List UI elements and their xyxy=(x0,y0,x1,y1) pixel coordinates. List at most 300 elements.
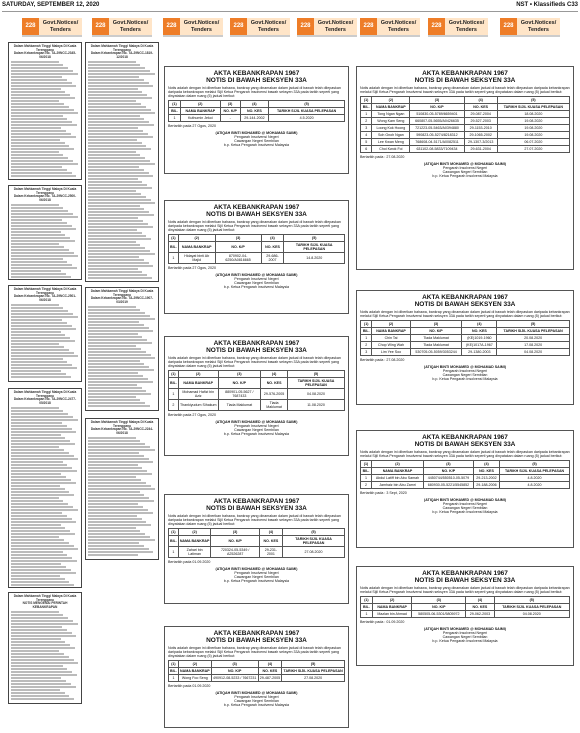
text-line xyxy=(11,479,71,481)
text-line xyxy=(88,324,144,326)
table-cell: 29-087-2004 xyxy=(464,111,497,118)
section-label: Govt.Notices/ Tenders xyxy=(445,18,488,35)
column-header: NAMA BANKRAP xyxy=(178,242,215,253)
column-number: (5) xyxy=(284,235,345,242)
bankrupt-table xyxy=(168,370,345,411)
text-line xyxy=(88,277,152,279)
column-header: NO. K/P xyxy=(220,108,240,115)
table-header-row xyxy=(361,604,570,611)
text-line xyxy=(11,352,74,354)
notice-signature xyxy=(360,498,570,514)
text-line xyxy=(11,644,70,646)
column-number: (1) xyxy=(361,321,372,328)
text-line xyxy=(11,240,75,242)
table-cell: 29-213-2002 xyxy=(473,475,499,482)
notice-subtitle: NOTIS DI BAWAH SEKSYEN 33A xyxy=(206,637,307,644)
text-line xyxy=(11,482,76,484)
text-line xyxy=(88,384,137,386)
text-line xyxy=(88,241,136,243)
table-cell: 1 xyxy=(169,253,179,264)
column-header: BIL. xyxy=(169,536,179,547)
signatory-title: b.p. Ketua Pengarah Insolvensi Malaysia xyxy=(223,579,290,583)
text-line xyxy=(88,506,143,508)
text-line xyxy=(11,635,76,637)
bankrupt-table xyxy=(168,660,345,682)
text-line xyxy=(11,671,72,673)
text-line xyxy=(11,551,63,553)
table-cell: 19.08.2020 xyxy=(497,118,569,125)
signatory-title: Cawangan Negeri Sembilan xyxy=(234,139,279,143)
table-cell: 6 xyxy=(361,146,372,153)
section-number: 228 xyxy=(360,18,377,35)
text-line xyxy=(88,151,136,153)
text-line xyxy=(11,316,78,318)
text-line xyxy=(88,100,136,102)
text-line xyxy=(11,340,75,342)
text-line xyxy=(88,518,142,520)
court-ad-title: Dalam Mahkamah Tinggi Malaya Di Kuala Terengganu xyxy=(90,44,154,52)
text-line xyxy=(88,178,138,180)
table-cell: Tiada Maklumat xyxy=(410,335,462,342)
court-ad-title: Dalam Mahkamah Tinggi Malaya Di Kuala Terengganu xyxy=(90,420,154,428)
text-line xyxy=(11,407,59,409)
text-line xyxy=(88,381,153,383)
text-line xyxy=(88,387,142,389)
table-row xyxy=(361,342,570,349)
table-cell: Thankiyudum Sihakum xyxy=(178,400,218,411)
text-line xyxy=(11,623,78,625)
column-header: NO. KES xyxy=(462,328,497,335)
table-row xyxy=(361,335,570,342)
text-line xyxy=(88,437,136,439)
table-cell: 29-686-2007 xyxy=(261,253,284,264)
text-line xyxy=(11,698,74,700)
text-line xyxy=(11,554,67,556)
table-cell: 1 xyxy=(169,675,179,682)
table-cell: 29-1307-3/2013 xyxy=(464,139,497,146)
text-line xyxy=(11,136,76,138)
text-line xyxy=(11,325,72,327)
text-line xyxy=(88,181,142,183)
text-line xyxy=(88,464,138,466)
signatory-name: (ATIQAH BINTI MOHAMED @ MOHAMAD SAIMI) xyxy=(424,365,506,369)
bankruptcy-notice xyxy=(356,290,574,405)
text-line xyxy=(88,521,146,523)
table-row xyxy=(361,349,570,356)
signatory-name: (ATIQAH BINTI MOHAMED @ MOHAMAD SAIMI) xyxy=(424,498,506,502)
table-row xyxy=(169,115,345,122)
text-line xyxy=(88,333,138,335)
notice-date: Bertarikh pada 01.09.2020 xyxy=(168,560,211,564)
column-header: BIL. xyxy=(361,104,372,111)
text-line xyxy=(11,121,72,123)
notice-signature xyxy=(168,131,345,147)
text-line xyxy=(88,73,155,75)
notice-intro: Notis adalah dengan ini diberikan bahawa, bankrap yang dinamakan dalam jadual di bawah telah dilepaskan daripada kebankrapan melalui Sijil Ketua Pengarah Insolvensi bawah seksyen 33A pada tarikh seperti yang dinyatakan dalam ruang (5) jadual berikut: xyxy=(168,514,341,526)
text-line xyxy=(11,231,61,233)
text-line xyxy=(88,166,139,168)
table-header-row xyxy=(169,668,345,675)
table-cell: 29-576-2005 xyxy=(261,389,288,400)
column-number: (1) xyxy=(169,235,179,242)
column-header: TARIKH SIJIL KUASA PELEPASAN xyxy=(284,242,345,253)
text-line xyxy=(88,533,145,535)
table-cell: 18.08.2020 xyxy=(497,111,569,118)
text-line xyxy=(11,416,73,418)
text-line xyxy=(11,273,66,275)
text-line xyxy=(11,689,60,691)
table-cell: 490912-08-5233 / 7667231 xyxy=(213,676,257,680)
table-row xyxy=(361,118,570,125)
section-number: 228 xyxy=(163,18,180,35)
table-cell: 29-062-2003 xyxy=(466,611,494,618)
notice-intro: Notis adalah dengan ini diberikan bahawa, bankrap yang dinamakan dalam jadual di bawah telah dilepaskan daripada kebankrapan melalui Sijil Ketua Pengarah Insolvensi bawah seksyen 33A pada tarikh seperti yang dinyatakan dalam ruang (5) jadual berikut: xyxy=(360,450,570,458)
text-line xyxy=(11,446,59,448)
text-line xyxy=(88,482,146,484)
text-line xyxy=(88,115,140,117)
text-line xyxy=(11,578,65,580)
text-line xyxy=(11,683,71,685)
text-line xyxy=(11,319,62,321)
text-line xyxy=(11,243,59,245)
text-line xyxy=(88,94,147,96)
text-line xyxy=(11,563,61,565)
text-line xyxy=(11,334,65,336)
signatory-title: Pengarah Insolvensi Negeri xyxy=(442,502,488,506)
notice-signature xyxy=(168,567,345,583)
column-number: (2) xyxy=(178,235,215,242)
text-line xyxy=(11,542,69,544)
text-line xyxy=(88,127,138,129)
bankruptcy-notice xyxy=(164,66,349,174)
table-cell: 29-1065-2002 xyxy=(464,132,497,139)
table-cell: Tiada Maklumat xyxy=(261,400,288,411)
text-line xyxy=(88,106,146,108)
text-line xyxy=(88,536,150,538)
text-line xyxy=(88,130,143,132)
table-cell: 660807-05-5655/A0426635 xyxy=(410,118,464,125)
text-line xyxy=(88,491,140,493)
column-number: (2) xyxy=(372,461,424,468)
court-ad xyxy=(85,287,159,411)
text-line xyxy=(11,133,71,135)
table-colnum-row xyxy=(169,371,345,378)
court-ad-case: Dalam Kebankrapan No. TA-29NCC-2244-06/2018 xyxy=(90,427,154,435)
section-header xyxy=(428,18,488,37)
text-line xyxy=(11,548,78,550)
table-cell: Mazlan bin Ahmad xyxy=(372,611,412,618)
notice-title: AKTA KEBANKRAPAN 1967 xyxy=(422,434,508,441)
column-number: (3) xyxy=(218,371,260,378)
column-header: NO. KES xyxy=(261,378,288,389)
signatory-name: (ATIQAH BINTI MOHAMED @ MOHAMAD SAIMI) xyxy=(424,162,506,166)
column-header: NO. KES xyxy=(261,242,284,253)
table-cell: Hidayat binti Ab Majid xyxy=(178,253,215,264)
table-cell: 4450744/550510-05-5079 xyxy=(424,475,474,482)
text-line xyxy=(88,485,151,487)
column-header: NO. KES xyxy=(464,104,497,111)
text-line xyxy=(11,148,74,150)
column-number: (5) xyxy=(497,97,569,104)
text-line xyxy=(88,205,140,207)
text-line xyxy=(88,190,136,192)
notice-title: AKTA KEBANKRAPAN 1967 xyxy=(213,630,300,637)
text-line xyxy=(88,187,152,189)
column-header: TARIKH SIJIL KUASA PELEPASAN xyxy=(494,604,569,611)
notice-title: AKTA KEBANKRAPAN 1967 xyxy=(213,70,300,77)
bankrupt-table xyxy=(360,460,570,489)
table-cell: 17.08.2020 xyxy=(497,342,570,349)
table-cell: Tiada Maklumat xyxy=(218,400,260,411)
signatory-name: (ATIQAH BINTI MOHAMED @ MOHAMAD SAIMI) xyxy=(215,273,298,277)
court-ad-case: Dalam Kebankrapan No. TA-29NCC-1907-03/2019 xyxy=(90,296,154,304)
column-header: NO. K/P xyxy=(211,536,259,547)
notice-title: AKTA KEBANKRAPAN 1967 xyxy=(422,70,508,77)
text-line xyxy=(11,307,63,309)
text-line xyxy=(11,467,72,469)
table-row xyxy=(361,132,570,139)
text-line xyxy=(11,234,65,236)
text-line xyxy=(11,620,73,622)
section-header xyxy=(297,18,357,37)
text-line xyxy=(88,265,153,267)
notice-subtitle: NOTIS DI BAWAH SEKSYEN 33A xyxy=(206,505,307,512)
text-line xyxy=(88,70,150,72)
column-number: (3) xyxy=(424,461,474,468)
column-number: (5) xyxy=(494,597,569,604)
text-line xyxy=(88,363,144,365)
signatory-name: (ATIQAH BINTI MOHAMED @ MOHAMAD SAIMI) xyxy=(215,691,298,695)
text-line xyxy=(88,118,144,120)
table-cell: (KE)1019-1960 xyxy=(462,335,497,342)
column-header: NO. K/P xyxy=(410,328,462,335)
court-ad-case: Dalam Kebankrapan No. TA-29NCC-2477-05/2018 xyxy=(13,397,77,405)
table-cell: 631102-08-5833/7109434 xyxy=(410,146,464,153)
text-line xyxy=(11,443,75,445)
text-line xyxy=(11,665,63,667)
text-line xyxy=(11,97,75,99)
column-number: (5) xyxy=(288,371,345,378)
table-cell: 4.5.2020 xyxy=(269,115,345,122)
column-number: (2) xyxy=(372,97,410,104)
text-line xyxy=(11,557,72,559)
column-header: BIL. xyxy=(170,669,177,673)
text-line xyxy=(88,112,155,114)
table-cell: Lee Kwan Meng xyxy=(372,139,410,146)
text-line xyxy=(88,306,136,308)
table-header-row xyxy=(169,108,345,115)
text-line xyxy=(88,211,149,213)
text-line xyxy=(88,154,140,156)
column-header: TARIKH SIJIL KUASA PELEPASAN xyxy=(497,328,570,335)
table-row xyxy=(361,146,570,153)
signatory-title: Cawangan Negeri Sembilan xyxy=(442,373,488,377)
court-ad-body xyxy=(88,306,156,407)
text-line xyxy=(88,542,139,544)
text-line xyxy=(11,515,67,517)
text-line xyxy=(11,175,76,177)
court-ad-body xyxy=(88,437,156,556)
notice-intro: Notis adalah dengan ini diberikan bahawa, bankrap yang dinamakan dalam jadual di bawah telah dilepaskan daripada kebankrapan melalui Sijil Ketua Pengarah Insolvensi bawah seksyen 33A pada tarikh seperti yang dinyatakan dalam ruang (5) jadual berikut: xyxy=(360,586,570,594)
text-line xyxy=(88,399,140,401)
table-header-row xyxy=(361,328,570,335)
column-number: (1) xyxy=(169,371,179,378)
text-line xyxy=(88,461,153,463)
table-colnum-row xyxy=(169,235,345,242)
column-header: NAMA BANKRAP xyxy=(178,378,218,389)
notice-date: Bertarikh pada : 3 Sept, 2020 xyxy=(360,491,407,495)
table-cell: Kuthumin Jekoi xyxy=(180,115,220,122)
table-cell: 870902-04-6250/A0816665 xyxy=(215,253,261,264)
text-line xyxy=(11,449,64,451)
section-number: 228 xyxy=(230,18,247,35)
notice-subtitle: NOTIS DI BAWAH SEKSYEN 33A xyxy=(414,441,516,448)
signatory-title: b.p. Ketua Pengarah Insolvensi Malaysia xyxy=(432,377,498,381)
text-line xyxy=(88,357,155,359)
column-number: (5) xyxy=(497,321,570,328)
text-line xyxy=(88,136,153,138)
column-header: TARIKH SIJIL KUASA PELEPASAN xyxy=(283,536,345,547)
text-line xyxy=(88,250,150,252)
bankruptcy-notice xyxy=(356,66,574,270)
table-row xyxy=(361,125,570,132)
text-line xyxy=(88,82,149,84)
text-line xyxy=(88,88,138,90)
section-label: Govt.Notices/ Tenders xyxy=(247,18,290,35)
table-cell: Jamhaiz bin Abu Zamri xyxy=(372,482,424,489)
table-cell: Choi Kwok Foi xyxy=(372,146,410,153)
court-ad-case: Dalam Kebankrapan No. TA-29NCC-2500-06/2018 xyxy=(13,194,77,202)
text-line xyxy=(11,410,63,412)
text-line xyxy=(11,674,77,676)
table-cell: 1 xyxy=(169,115,181,122)
text-line xyxy=(88,360,140,362)
court-ad-title: Dalam Mahkamah Tinggi Malaya Di Kuala Terengganu xyxy=(13,287,77,295)
text-line xyxy=(88,405,150,407)
text-line xyxy=(88,133,148,135)
text-line xyxy=(11,313,73,315)
text-line xyxy=(88,449,155,451)
column-number: (5) xyxy=(283,529,345,536)
notice-date: Bertarikh pada : 01.09.2020 xyxy=(360,620,405,624)
text-line xyxy=(11,139,60,141)
table-cell: 29-144-2002 xyxy=(240,115,269,122)
text-line xyxy=(88,440,140,442)
text-line xyxy=(11,611,59,613)
text-line xyxy=(11,358,63,360)
section-label: Govt.Notices/ Tenders xyxy=(180,18,223,35)
notice-date: Bertarikh pada 27 Ogos, 2020 xyxy=(168,266,216,270)
page-date: SATURDAY, SEPTEMBER 12, 2020 xyxy=(2,2,100,8)
text-line xyxy=(88,345,136,347)
text-line xyxy=(88,256,139,258)
table-cell: 2 xyxy=(169,400,179,411)
column-header: NAMA BANKRAP xyxy=(372,328,410,335)
text-line xyxy=(88,124,154,126)
column-number: (1) xyxy=(361,97,372,104)
section-number: 228 xyxy=(92,18,109,35)
text-line xyxy=(88,259,144,261)
text-line xyxy=(88,473,152,475)
section-header xyxy=(92,18,152,37)
bankruptcy-notice xyxy=(164,200,349,314)
notice-subtitle: NOTIS DI BAWAH SEKSYEN 33A xyxy=(206,77,307,84)
text-line xyxy=(11,361,67,363)
text-line xyxy=(11,650,59,652)
text-line xyxy=(11,581,69,583)
text-line xyxy=(11,364,72,366)
column-number: (2) xyxy=(178,371,218,378)
text-line xyxy=(11,118,67,120)
column-number: (3) xyxy=(211,529,259,536)
text-line xyxy=(11,497,59,499)
text-line xyxy=(88,321,139,323)
text-line xyxy=(88,402,145,404)
table-cell: (KE)1017A-1967 xyxy=(462,342,497,349)
text-line xyxy=(88,369,154,371)
text-line xyxy=(88,396,136,398)
text-line xyxy=(11,434,61,436)
text-line xyxy=(11,349,69,351)
table-cell: 4.8.2020 xyxy=(500,482,570,489)
column-number: (3) xyxy=(220,101,240,108)
text-line xyxy=(88,315,150,317)
column-header: BIL. xyxy=(361,328,372,335)
text-line xyxy=(11,476,66,478)
bankrupt-table xyxy=(168,100,345,122)
section-label: Govt.Notices/ Tenders xyxy=(39,18,82,35)
court-ad-title: Dalam Mahkamah Tinggi Malaya Di Kuala Terengganu xyxy=(90,289,154,297)
text-line xyxy=(11,163,78,165)
text-line xyxy=(88,554,138,556)
text-line xyxy=(11,641,65,643)
column-number: (2) xyxy=(178,529,211,536)
table-cell: Soh Gnoh Ngan xyxy=(372,132,410,139)
column-number: (4) xyxy=(259,529,282,536)
column-header: NO. KES xyxy=(240,108,269,115)
text-line xyxy=(11,662,78,664)
text-line xyxy=(11,677,61,679)
court-ad-title: Dalam Mahkamah Tinggi Malaya Di Kuala Terengganu xyxy=(13,594,77,602)
table-header-row xyxy=(361,104,570,111)
court-ad xyxy=(8,42,82,180)
text-line xyxy=(11,575,60,577)
section-label: Govt.Notices/ Tenders xyxy=(517,18,560,35)
text-line xyxy=(11,632,72,634)
text-line xyxy=(11,521,76,523)
text-line xyxy=(88,467,142,469)
table-cell: 5 xyxy=(361,139,372,146)
text-line xyxy=(11,425,67,427)
text-line xyxy=(88,64,140,66)
bankruptcy-notice xyxy=(164,626,349,728)
text-line xyxy=(11,692,65,694)
signatory-name: (ATIQAH BINTI MOHAMED @ MOHAMAD SAIMI) xyxy=(424,627,506,631)
section-header xyxy=(163,18,223,37)
column-header: NO. K/P xyxy=(424,468,474,475)
text-line xyxy=(88,169,144,171)
table-header-row xyxy=(169,378,345,389)
table-cell: 680930-05-5221/5545852 xyxy=(424,482,474,489)
signatory-title: Cawangan Negeri Sembilan xyxy=(234,575,279,579)
text-line xyxy=(11,668,67,670)
text-line xyxy=(11,376,71,378)
table-cell: 19.08.2020 xyxy=(497,125,569,132)
bankruptcy-notice xyxy=(356,430,574,548)
table-cell: 29-631-2004 xyxy=(464,146,497,153)
text-line xyxy=(11,328,76,330)
column-number: (3) xyxy=(215,235,261,242)
